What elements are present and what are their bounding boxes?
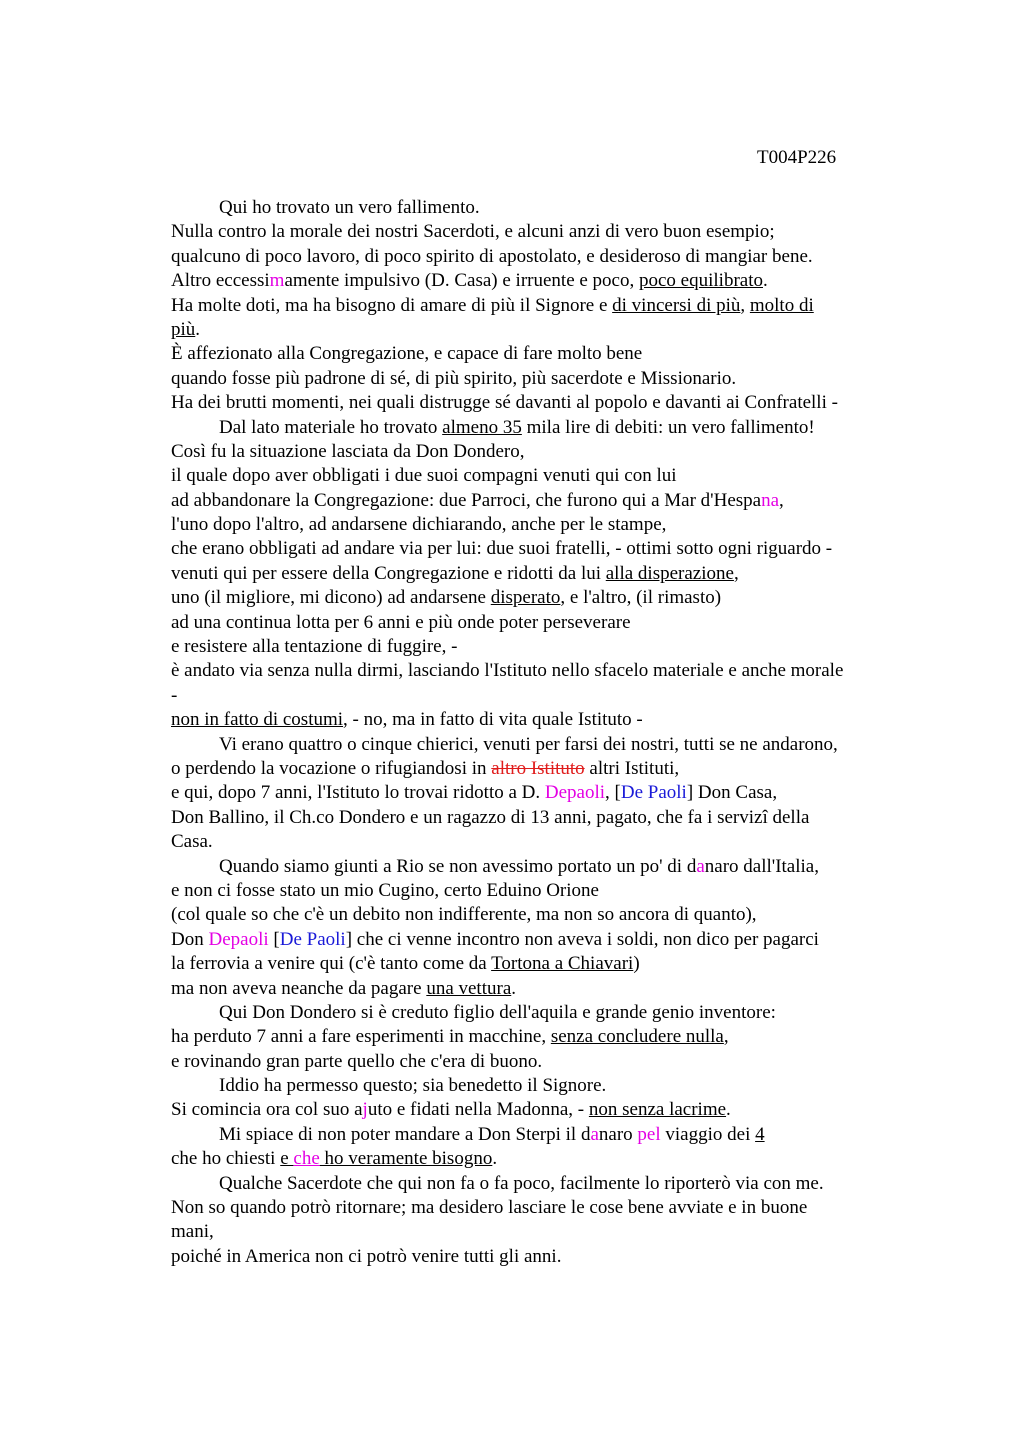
text-segment: . bbox=[726, 1099, 731, 1121]
text-line bbox=[171, 781, 911, 805]
text-segment: ha perduto 7 anni a fare esperimenti in macchine, bbox=[171, 1026, 551, 1048]
document-code: T004P226 bbox=[757, 147, 837, 168]
highlighted-text: Depaoli bbox=[544, 782, 606, 804]
text-segment: quando fosse più padrone di sé, di più spirito, più sacerdote e Missionario. bbox=[171, 367, 737, 389]
text-segment: mani, bbox=[171, 1221, 214, 1243]
highlighted-text: a bbox=[590, 1123, 599, 1145]
text-segment: , bbox=[733, 562, 739, 584]
text-segment: Iddio ha permesso questo; sia benedetto il Signore. bbox=[219, 1075, 607, 1097]
underlined-text: più bbox=[171, 318, 196, 340]
text-line bbox=[171, 806, 911, 830]
text-segment: che ho chiesti bbox=[171, 1148, 281, 1170]
text-segment: , bbox=[779, 489, 784, 511]
highlighted-text: na bbox=[761, 489, 780, 511]
text-line bbox=[171, 537, 911, 561]
underlined-text: e bbox=[280, 1148, 294, 1170]
text-line bbox=[171, 464, 911, 488]
text-line bbox=[171, 1245, 911, 1269]
text-line bbox=[171, 513, 911, 537]
highlighted-text: a bbox=[696, 855, 705, 877]
text-segment: ad una continua lotta per 6 anni e più onde poter perseverare bbox=[171, 611, 631, 633]
text-line bbox=[171, 318, 911, 342]
underlined-text: senza concludere nulla bbox=[550, 1026, 724, 1048]
text-segment: , bbox=[723, 1026, 729, 1048]
text-line bbox=[171, 855, 911, 879]
text-line bbox=[171, 1074, 911, 1098]
underlined-text: alla disperazione bbox=[605, 562, 734, 584]
text-line bbox=[171, 220, 911, 244]
text-segment: Vi erano quattro o cinque chierici, venuti per farsi dei nostri, tutti se ne andarono, bbox=[219, 733, 838, 755]
text-line bbox=[171, 733, 911, 757]
underlined-text: 4 bbox=[755, 1123, 765, 1145]
text-line bbox=[171, 1001, 911, 1025]
text-segment: il quale dopo aver obbligati i due suoi compagni venuti qui con lui bbox=[171, 465, 677, 487]
underlined-text: non in fatto di costumi bbox=[171, 709, 344, 731]
text-segment: e non ci fosse stato un mio Cugino, certo Eduino Orione bbox=[171, 879, 599, 901]
underlined-text: non senza lacrime bbox=[588, 1099, 727, 1121]
underlined-text: ho veramente bisogno bbox=[319, 1148, 493, 1170]
underlined-text: almeno 35 bbox=[442, 416, 522, 438]
text-line bbox=[171, 1098, 911, 1122]
text-line bbox=[171, 952, 911, 976]
text-line bbox=[171, 367, 911, 391]
text-segment: ) bbox=[633, 953, 640, 975]
text-segment: uno (il migliore, mi dicono) ad andarsene bbox=[171, 587, 491, 609]
text-line bbox=[171, 903, 911, 927]
text-line bbox=[171, 1025, 911, 1049]
underlined-text: molto di bbox=[749, 294, 814, 316]
text-segment: ] che ci venne incontro non aveva i soldi, non dico per pagarci bbox=[345, 928, 819, 950]
text-line bbox=[171, 708, 911, 732]
highlighted-text: m bbox=[269, 270, 285, 292]
text-line bbox=[171, 1196, 911, 1220]
text-segment: Don Ballino, il Ch.co Dondero e un ragazzo di 13 anni, pagato, che fa i servizi bbox=[171, 806, 768, 828]
text-segment: è andato via senza nulla dirmi, lasciando l'Istituto nello sfacelo materiale e anche morale bbox=[171, 660, 844, 682]
text-line bbox=[171, 1050, 911, 1074]
text-segment: Nulla contro la morale dei nostri Sacerdoti, e alcuni anzi di vero buon esempio; bbox=[171, 221, 775, 243]
text-line bbox=[171, 269, 911, 293]
text-segment: amente impulsivo (D. Casa) e irruente e poco, bbox=[284, 270, 639, 292]
highlighted-text: j bbox=[362, 1099, 368, 1121]
underlined-text: che bbox=[293, 1148, 320, 1170]
text-segment: naro dall'Italia, bbox=[704, 855, 819, 877]
underlined-text: poco equilibrato bbox=[639, 270, 763, 292]
text-segment: viaggio dei bbox=[660, 1123, 756, 1145]
text-segment: ad abbandonare la Congregazione: due Parroci, che furono qui a Mar d'Hespa bbox=[171, 489, 762, 511]
text-line bbox=[171, 757, 911, 781]
text-line bbox=[171, 440, 911, 464]
underlined-text: Tortona a Chiavari bbox=[491, 953, 634, 975]
text-segment: Don bbox=[171, 928, 209, 950]
text-segment: , - no, ma in fatto di vita quale Istituto - bbox=[343, 709, 643, 731]
text-segment: (col quale so che c'è un debito non indifferente, ma non so ancora di quanto), bbox=[171, 904, 757, 926]
text-segment: la ferrovia a venire qui (c'è tanto come da bbox=[171, 953, 492, 975]
text-segment: che erano obbligati ad andare via per lui: due suoi fratelli, - ottimi sotto ogni riguardo - bbox=[171, 538, 833, 560]
text-line bbox=[171, 879, 911, 903]
text-segment: o perdendo la vocazione o rifugiandosi in bbox=[171, 757, 492, 779]
document-body bbox=[171, 196, 911, 1269]
text-line bbox=[171, 928, 911, 952]
text-segment: della bbox=[767, 806, 810, 828]
text-line bbox=[171, 659, 911, 683]
text-segment: Quando siamo giunti a Rio se non avessimo portato un po' di d bbox=[219, 855, 697, 877]
underlined-text: di vincersi di più bbox=[612, 294, 741, 316]
text-line bbox=[171, 830, 911, 854]
text-segment: Casa. bbox=[171, 831, 213, 853]
editorial-correction: De Paoli bbox=[279, 928, 346, 950]
text-segment: Ha molte doti, ma ha bisogno di amare di più il Signore e bbox=[171, 294, 613, 316]
text-segment: uto e fidati nella Madonna, - bbox=[367, 1099, 589, 1121]
highlighted-text: Depaoli bbox=[208, 928, 269, 950]
text-segment: . bbox=[763, 270, 768, 292]
text-line bbox=[171, 1123, 911, 1147]
text-segment: , [ bbox=[605, 782, 621, 804]
text-segment: Mi spiace di non poter mandare a Don Sterpi il d bbox=[219, 1123, 591, 1145]
underlined-text: una vettura bbox=[426, 977, 512, 999]
text-segment: [ bbox=[268, 928, 280, 950]
text-segment: ] Don Casa, bbox=[686, 782, 778, 804]
text-line bbox=[171, 342, 911, 366]
text-segment: Ha dei brutti momenti, nei quali distrugge sé davanti al popolo e davanti ai Confratelli - bbox=[171, 392, 838, 414]
text-line bbox=[171, 562, 911, 586]
text-segment: e rovinando gran parte quello che c'era di buono. bbox=[171, 1050, 543, 1072]
text-segment: . bbox=[511, 977, 516, 999]
text-segment: e qui, dopo 7 anni, l'Istituto lo trovai ridotto a D. bbox=[171, 782, 545, 804]
text-line bbox=[171, 245, 911, 269]
text-segment: Dal lato materiale ho trovato bbox=[219, 416, 443, 438]
text-segment: . bbox=[492, 1148, 498, 1170]
text-segment: Qui Don Dondero si è creduto figlio dell'aquila e grande genio inventore: bbox=[219, 1001, 776, 1023]
text-segment: poiché in America non ci potrò venire tutti gli anni. bbox=[171, 1245, 562, 1267]
text-segment: , e l'altro, (il rimasto) bbox=[560, 587, 722, 609]
text-line bbox=[171, 635, 911, 659]
text-segment: È affezionato alla Congregazione, e capace di fare molto bene bbox=[171, 343, 643, 365]
text-segment: altri Istituti, bbox=[584, 757, 680, 779]
text-line bbox=[171, 489, 911, 513]
text-line bbox=[171, 1147, 911, 1171]
text-segment: , bbox=[740, 294, 750, 316]
editorial-correction: De Paoli bbox=[620, 782, 687, 804]
text-line bbox=[171, 977, 911, 1001]
text-segment: e resistere alla tentazione di fuggire, - bbox=[171, 636, 458, 658]
text-segment: Altro eccessi bbox=[171, 270, 270, 292]
text-line bbox=[171, 611, 911, 635]
text-segment: mila lire di debiti: un vero fallimento! bbox=[521, 416, 815, 438]
text-line bbox=[171, 586, 911, 610]
text-segment: ma non aveva neanche da pagare bbox=[171, 977, 427, 999]
text-segment: Così fu la situazione lasciata da Don Dondero, bbox=[171, 440, 525, 462]
text-line bbox=[171, 294, 911, 318]
text-segment: naro bbox=[598, 1123, 638, 1145]
highlighted-text: pel bbox=[637, 1123, 661, 1145]
struck-text: altro Istituto bbox=[491, 757, 585, 779]
text-segment: l'uno dopo l'altro, ad andarsene dichiarando, anche per le stampe, bbox=[171, 514, 667, 536]
text-segment: Qui ho trovato un vero fallimento. bbox=[219, 197, 480, 218]
text-segment: qualcuno di poco lavoro, di poco spirito di apostolato, e desideroso di mangiar bene. bbox=[171, 245, 813, 267]
text-segment: . bbox=[195, 318, 201, 340]
text-line bbox=[171, 391, 911, 415]
text-line bbox=[171, 196, 911, 220]
text-line bbox=[171, 684, 911, 708]
text-line bbox=[171, 1220, 911, 1244]
text-line bbox=[171, 1172, 911, 1196]
text-segment: Qualche Sacerdote che qui non fa o fa poco, facilmente lo riporterò via con me. bbox=[219, 1172, 824, 1194]
text-segment: Si comincia ora col suo a bbox=[171, 1099, 363, 1121]
text-line bbox=[171, 416, 911, 440]
text-segment: venuti qui per essere della Congregazione e ridotti da lui bbox=[171, 562, 606, 584]
text-segment: Non so quando potrò ritornare; ma desidero lasciare le cose bene avviate e in buone bbox=[171, 1197, 808, 1219]
underlined-text: disperato bbox=[490, 587, 561, 609]
text-segment: - bbox=[171, 684, 178, 706]
